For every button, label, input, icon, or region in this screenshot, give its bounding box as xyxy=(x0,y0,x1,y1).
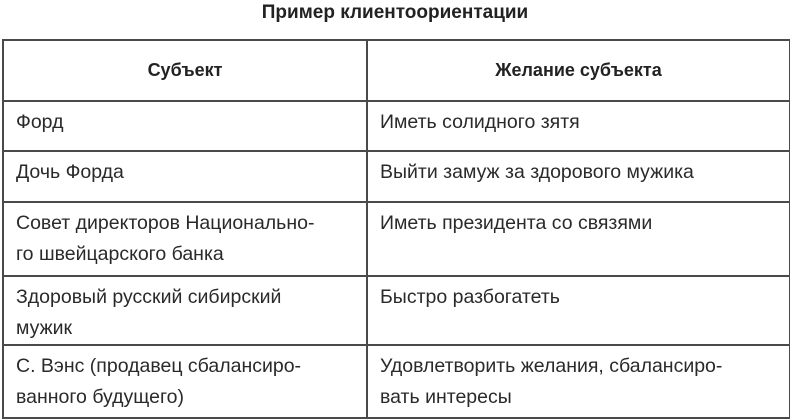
table-row xyxy=(3,202,790,276)
table-header-row xyxy=(3,40,790,101)
subject-cell: С. Вэнс (продавец сбалансиро- ванного будущего) xyxy=(3,345,367,418)
table-row xyxy=(3,345,790,418)
table-row xyxy=(3,276,790,345)
desire-cell: Иметь солидного зятя xyxy=(367,101,790,151)
desire-cell: Иметь президента со связями xyxy=(367,202,790,276)
table-row xyxy=(3,151,790,202)
subject-cell: Форд xyxy=(3,101,367,151)
desire-cell: Удовлетворить желания, сбалансиро- вать интересы xyxy=(367,345,790,418)
subject-cell: Совет директоров Национально- го швейцарского банка xyxy=(3,202,367,276)
desire-cell: Выйти замуж за здорового мужика xyxy=(367,151,790,202)
table-row xyxy=(3,101,790,151)
subject-cell: Дочь Форда xyxy=(3,151,367,202)
desire-cell: Быстро разбогатеть xyxy=(367,276,790,345)
header-subject: Субъект xyxy=(3,40,367,101)
subject-cell: Здоровый русский сибирский мужик xyxy=(3,276,367,345)
header-desire: Желание субъекта xyxy=(367,40,790,101)
table-title: Пример клиентоориентации xyxy=(261,2,529,23)
client-orientation-table xyxy=(2,39,790,419)
